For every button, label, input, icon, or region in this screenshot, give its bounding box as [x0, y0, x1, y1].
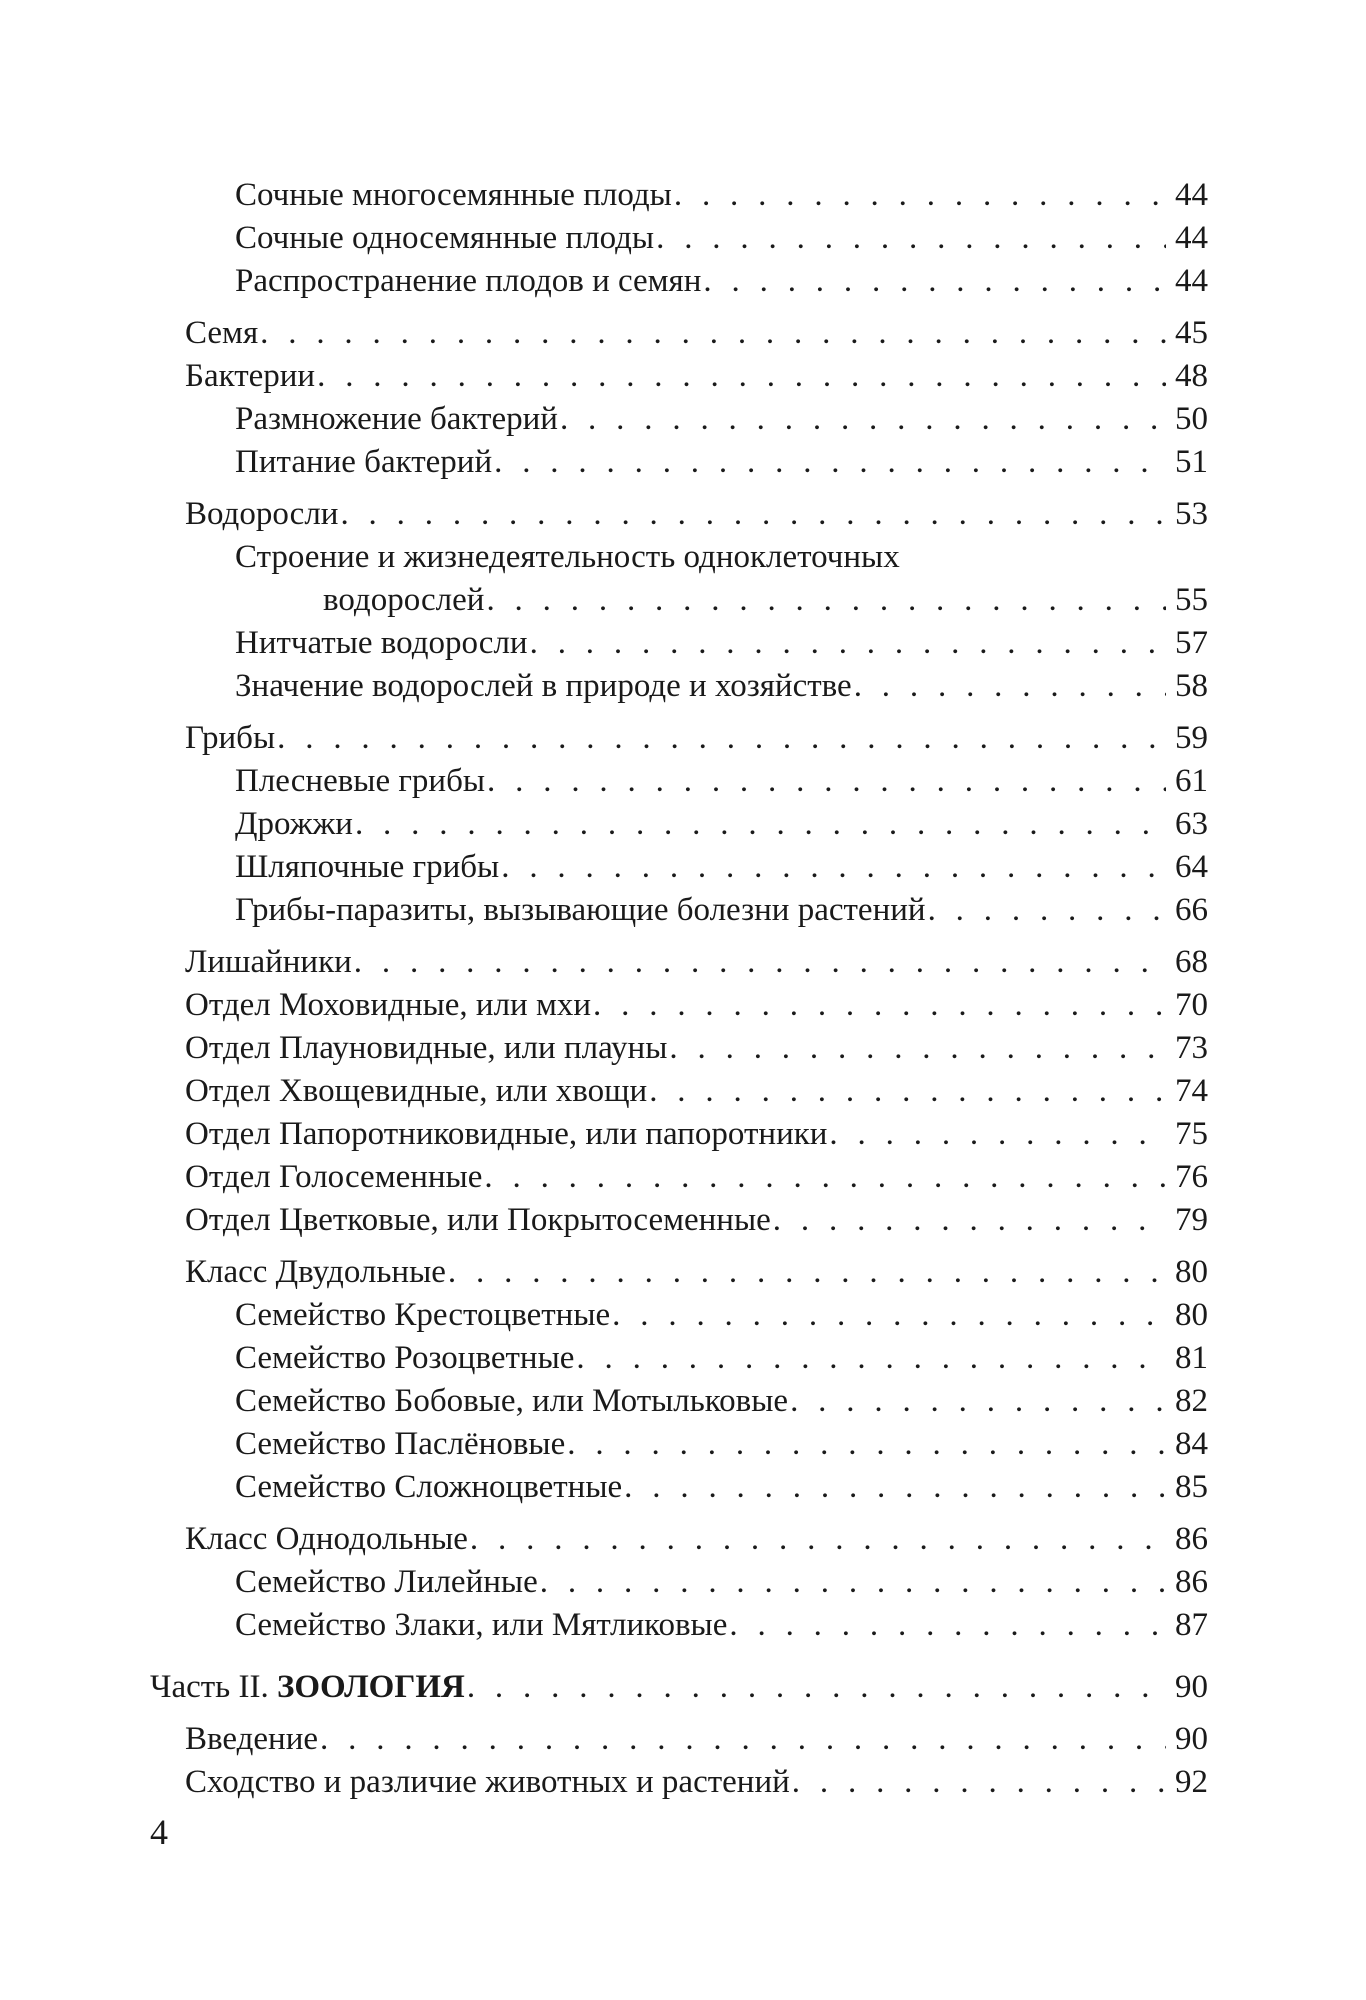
toc-leader-dots — [829, 1113, 1166, 1156]
toc-leader-dots — [729, 1604, 1166, 1647]
toc-entry-title: Отдел Папоротниковидные, или папоротники — [185, 1116, 828, 1152]
toc-leader-dots — [354, 941, 1166, 984]
toc-entry-title: Сочные многосемянные плоды — [235, 177, 672, 213]
toc-entry-title: Сходство и различие животных и растений — [185, 1764, 790, 1800]
toc-leader-dots — [355, 803, 1166, 846]
toc-entry — [150, 1718, 1208, 1761]
toc-leader-dots — [624, 1466, 1166, 1509]
toc-entry-title: Семя — [185, 315, 259, 351]
toc-entry-page: 86 — [1175, 1521, 1208, 1557]
toc-entry — [150, 889, 1208, 932]
toc-entry-page: 73 — [1175, 1030, 1208, 1066]
toc-part-heading — [150, 1666, 1208, 1709]
toc-leader-dots — [674, 174, 1166, 217]
toc-entry — [150, 398, 1208, 441]
toc-entry-title: Семейство Крестоцветные — [235, 1297, 611, 1333]
toc-entry — [150, 984, 1208, 1027]
toc-entry-title: Распространение плодов и семян — [235, 263, 702, 299]
toc-entry-title: Отдел Плауновидные, или плауны — [185, 1030, 668, 1066]
toc-entry-page: 63 — [1175, 806, 1208, 842]
toc-leader-dots — [560, 398, 1166, 441]
toc-leader-dots — [484, 1156, 1166, 1199]
toc-entry-title: Размножение бактерий — [235, 401, 558, 437]
toc-entry-title: Семейство Сложноцветные — [235, 1469, 623, 1505]
toc-entry-page: 51 — [1175, 444, 1208, 480]
toc-entry-page: 80 — [1175, 1297, 1208, 1333]
toc-part-label: Часть II. — [150, 1669, 269, 1705]
toc-entry-title: Отдел Голосеменные — [185, 1159, 483, 1195]
toc-entry-title: Лишайники — [185, 944, 352, 980]
table-of-contents — [150, 174, 1208, 1804]
toc-leader-dots — [854, 665, 1166, 708]
toc-entry-page: 84 — [1175, 1426, 1208, 1462]
toc-entry — [150, 493, 1208, 536]
toc-entry-title: Семейство Злаки, или Мятликовые — [235, 1607, 728, 1643]
toc-entry-page: 64 — [1175, 849, 1208, 885]
toc-entry-page: 68 — [1175, 944, 1208, 980]
toc-entry — [150, 1251, 1208, 1294]
toc-entry-page: 90 — [1175, 1721, 1208, 1757]
toc-leader-dots — [530, 622, 1166, 665]
toc-leader-dots — [669, 1027, 1166, 1070]
toc-entry-title: Сочные односемянные плоды — [235, 220, 655, 256]
toc-entry-title: Класс Однодольные — [185, 1521, 468, 1557]
toc-entry-page: 55 — [1175, 582, 1208, 618]
toc-entry-title: Класс Двудольные — [185, 1254, 446, 1290]
toc-leader-dots — [792, 1761, 1166, 1804]
toc-entry — [150, 1199, 1208, 1242]
toc-leader-dots — [593, 984, 1166, 1027]
toc-entry-page: 87 — [1175, 1607, 1208, 1643]
toc-leader-dots — [277, 717, 1166, 760]
toc-entry — [150, 217, 1208, 260]
toc-entry — [150, 1561, 1208, 1604]
toc-entry-title: Строение и жизнедеятельность одноклеточных — [235, 539, 900, 575]
toc-entry-title: Семейство Паслёновые — [235, 1426, 566, 1462]
toc-entry-page: 66 — [1175, 892, 1208, 928]
toc-entry — [150, 579, 1208, 622]
toc-entry — [150, 441, 1208, 484]
toc-entry — [150, 622, 1208, 665]
toc-part-title: ЗООЛОГИЯ — [276, 1669, 465, 1705]
toc-leader-dots — [649, 1070, 1166, 1113]
toc-entry-page: 44 — [1175, 220, 1208, 256]
toc-entry-title: Плесневые грибы — [235, 763, 486, 799]
toc-entry-page: 80 — [1175, 1254, 1208, 1290]
toc-entry-title: Водоросли — [185, 496, 339, 532]
toc-leader-dots — [567, 1423, 1166, 1466]
toc-entry-title: Дрожжи — [235, 806, 353, 842]
toc-entry-page: 85 — [1175, 1469, 1208, 1505]
toc-entry — [150, 1761, 1208, 1804]
toc-entry — [150, 1113, 1208, 1156]
toc-entry-page: 50 — [1175, 401, 1208, 437]
toc-leader-dots — [467, 1666, 1166, 1709]
toc-entry-title: Семейство Лилейные — [235, 1564, 538, 1600]
toc-entry-page: 44 — [1175, 177, 1208, 213]
toc-entry-page: 86 — [1175, 1564, 1208, 1600]
toc-leader-dots — [260, 312, 1166, 355]
toc-leader-dots — [448, 1251, 1166, 1294]
toc-entry-page: 58 — [1175, 668, 1208, 704]
toc-entry — [150, 1156, 1208, 1199]
toc-leader-dots — [501, 846, 1166, 889]
toc-leader-dots — [656, 217, 1166, 260]
toc-entry-page: 57 — [1175, 625, 1208, 661]
toc-entry-title: Семейство Бобовые, или Мотыльковые — [235, 1383, 789, 1419]
toc-entry — [150, 760, 1208, 803]
toc-leader-dots — [576, 1337, 1166, 1380]
toc-entry-page: 92 — [1175, 1764, 1208, 1800]
toc-entry — [150, 1423, 1208, 1466]
toc-entry-page: 74 — [1175, 1073, 1208, 1109]
toc-entry-page: 59 — [1175, 720, 1208, 756]
toc-entry — [150, 355, 1208, 398]
toc-leader-dots — [320, 1718, 1166, 1761]
toc-entry-page: 61 — [1175, 763, 1208, 799]
toc-entry-page: 81 — [1175, 1340, 1208, 1376]
toc-entry-page: 79 — [1175, 1202, 1208, 1238]
toc-entry-title: Нитчатые водоросли — [235, 625, 528, 661]
toc-leader-dots — [773, 1199, 1166, 1242]
toc-entry-page: 82 — [1175, 1383, 1208, 1419]
toc-entry — [150, 846, 1208, 889]
toc-entry — [150, 1070, 1208, 1113]
toc-entry-title: Значение водорослей в природе и хозяйстве — [235, 668, 852, 704]
toc-entry-title: Введение — [185, 1721, 319, 1757]
toc-entry-page: 70 — [1175, 987, 1208, 1023]
toc-entry-title: Отдел Цветковые, или Покрытосеменные — [185, 1202, 771, 1238]
toc-entry-page: 44 — [1175, 263, 1208, 299]
toc-entry — [150, 1027, 1208, 1070]
toc-entry — [150, 536, 1208, 579]
toc-entry-title: Отдел Хвощевидные, или хвощи — [185, 1073, 648, 1109]
toc-entry-page: 53 — [1175, 496, 1208, 532]
toc-entry-title: Отдел Моховидные, или мхи — [185, 987, 592, 1023]
toc-entry-page: 75 — [1175, 1116, 1208, 1152]
toc-entry — [150, 717, 1208, 760]
toc-entry-title: Питание бактерий — [235, 444, 493, 480]
toc-leader-dots — [494, 441, 1166, 484]
toc-leader-dots — [790, 1380, 1166, 1423]
toc-leader-dots — [486, 579, 1166, 622]
toc-leader-dots — [928, 889, 1166, 932]
toc-entry-page: 45 — [1175, 315, 1208, 351]
toc-entry — [150, 1518, 1208, 1561]
toc-entry — [150, 803, 1208, 846]
toc-leader-dots — [470, 1518, 1166, 1561]
page-number: 4 — [150, 1812, 168, 1852]
toc-leader-dots — [540, 1561, 1166, 1604]
toc-entry-title: Семейство Розоцветные — [235, 1340, 575, 1376]
toc-leader-dots — [612, 1294, 1166, 1337]
toc-entry-title: Шляпочные грибы — [235, 849, 500, 885]
toc-entry — [150, 1294, 1208, 1337]
toc-entry — [150, 1380, 1208, 1423]
toc-entry — [150, 1466, 1208, 1509]
toc-leader-dots — [703, 260, 1166, 303]
toc-entry — [150, 312, 1208, 355]
toc-entry — [150, 1604, 1208, 1647]
toc-entry — [150, 260, 1208, 303]
toc-entry-title: Грибы-паразиты, вызывающие болезни растений — [235, 892, 926, 928]
toc-leader-dots — [340, 493, 1166, 536]
toc-entry-title: Грибы — [185, 720, 276, 756]
toc-entry-page: 76 — [1175, 1159, 1208, 1195]
toc-entry — [150, 174, 1208, 217]
toc-leader-dots — [317, 355, 1166, 398]
toc-entry — [150, 941, 1208, 984]
toc-entry-title: Бактерии — [185, 358, 316, 394]
toc-entry-page: 48 — [1175, 358, 1208, 394]
toc-entry-title: водорослей — [323, 582, 485, 618]
toc-entry — [150, 665, 1208, 708]
toc-leader-dots — [487, 760, 1166, 803]
toc-entry-page: 90 — [1175, 1669, 1208, 1705]
toc-entry — [150, 1337, 1208, 1380]
